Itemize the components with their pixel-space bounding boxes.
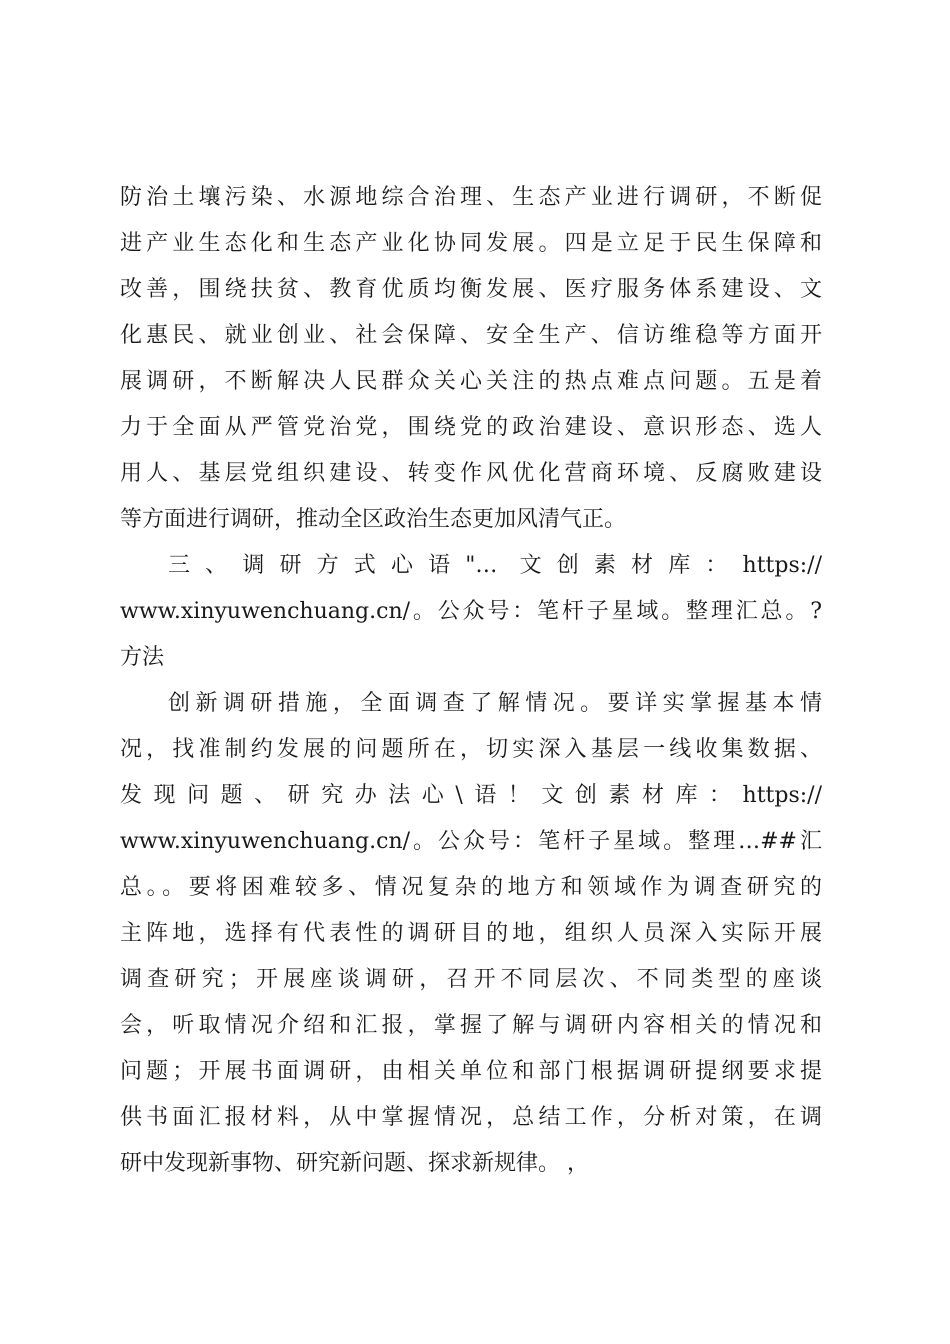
text-line: 发现问题、研究办法心\语！文创素材库：https:// bbox=[120, 783, 822, 808]
text-line: 等方面进行调研，推动全区政治生态更加风清气正。 bbox=[120, 507, 627, 532]
section-heading-line: 三、调研方式心语"… 文创素材库：https:// bbox=[168, 553, 822, 578]
text-line: 问题；开展书面调研，由相关单位和部门根据调研提纲要求提 bbox=[120, 1059, 822, 1084]
text-line: 供书面汇报材料，从中掌握情况，总结工作，分析对策，在调 bbox=[120, 1105, 822, 1130]
text-line: 力于全面从严管党治党，围绕党的政治建设、意识形态、选人 bbox=[120, 415, 822, 440]
text-line: 展调研，不断解决人民群众关心关注的热点难点问题。五是着 bbox=[120, 369, 822, 394]
text-line: 主阵地，选择有代表性的调研目的地，组织人员深入实际开展 bbox=[120, 921, 822, 946]
text-line: 研中发现新事物、研究新问题、探求新规律。 ， bbox=[120, 1151, 589, 1176]
text-line: 改善，围绕扶贫、教育优质均衡发展、医疗服务体系建设、文 bbox=[120, 277, 822, 302]
text-line: 调查研究；开展座谈调研，召开不同层次、不同类型的座谈 bbox=[120, 967, 822, 992]
section-heading-line: www.xinyuwenchuang.cn/。公众号：笔杆子星域。整理汇总。? bbox=[120, 599, 822, 624]
text-line: www.xinyuwenchuang.cn/。公众号：笔杆子星域。整理…##汇 bbox=[120, 829, 822, 854]
text-line: 创新调研措施，全面调查了解情况。要详实掌握基本情 bbox=[168, 691, 822, 716]
text-line: 化惠民、就业创业、社会保障、安全生产、信访维稳等方面开 bbox=[120, 323, 822, 348]
section-heading-line: 方法 bbox=[120, 645, 165, 670]
text-line: 总。。要将困难较多、情况复杂的地方和领域作为调查研究的 bbox=[120, 875, 822, 900]
text-line: 用人、基层党组织建设、转变作风优化营商环境、反腐败建设 bbox=[120, 461, 822, 486]
text-line: 况，找准制约发展的问题所在，切实深入基层一线收集数据、 bbox=[120, 737, 822, 762]
text-line: 防治土壤污染、水源地综合治理、生态产业进行调研，不断促 bbox=[120, 185, 822, 210]
text-line: 进产业生态化和生态产业化协同发展。四是立足于民生保障和 bbox=[120, 231, 822, 256]
text-line: 会，听取情况介绍和汇报，掌握了解与调研内容相关的情况和 bbox=[120, 1013, 822, 1038]
